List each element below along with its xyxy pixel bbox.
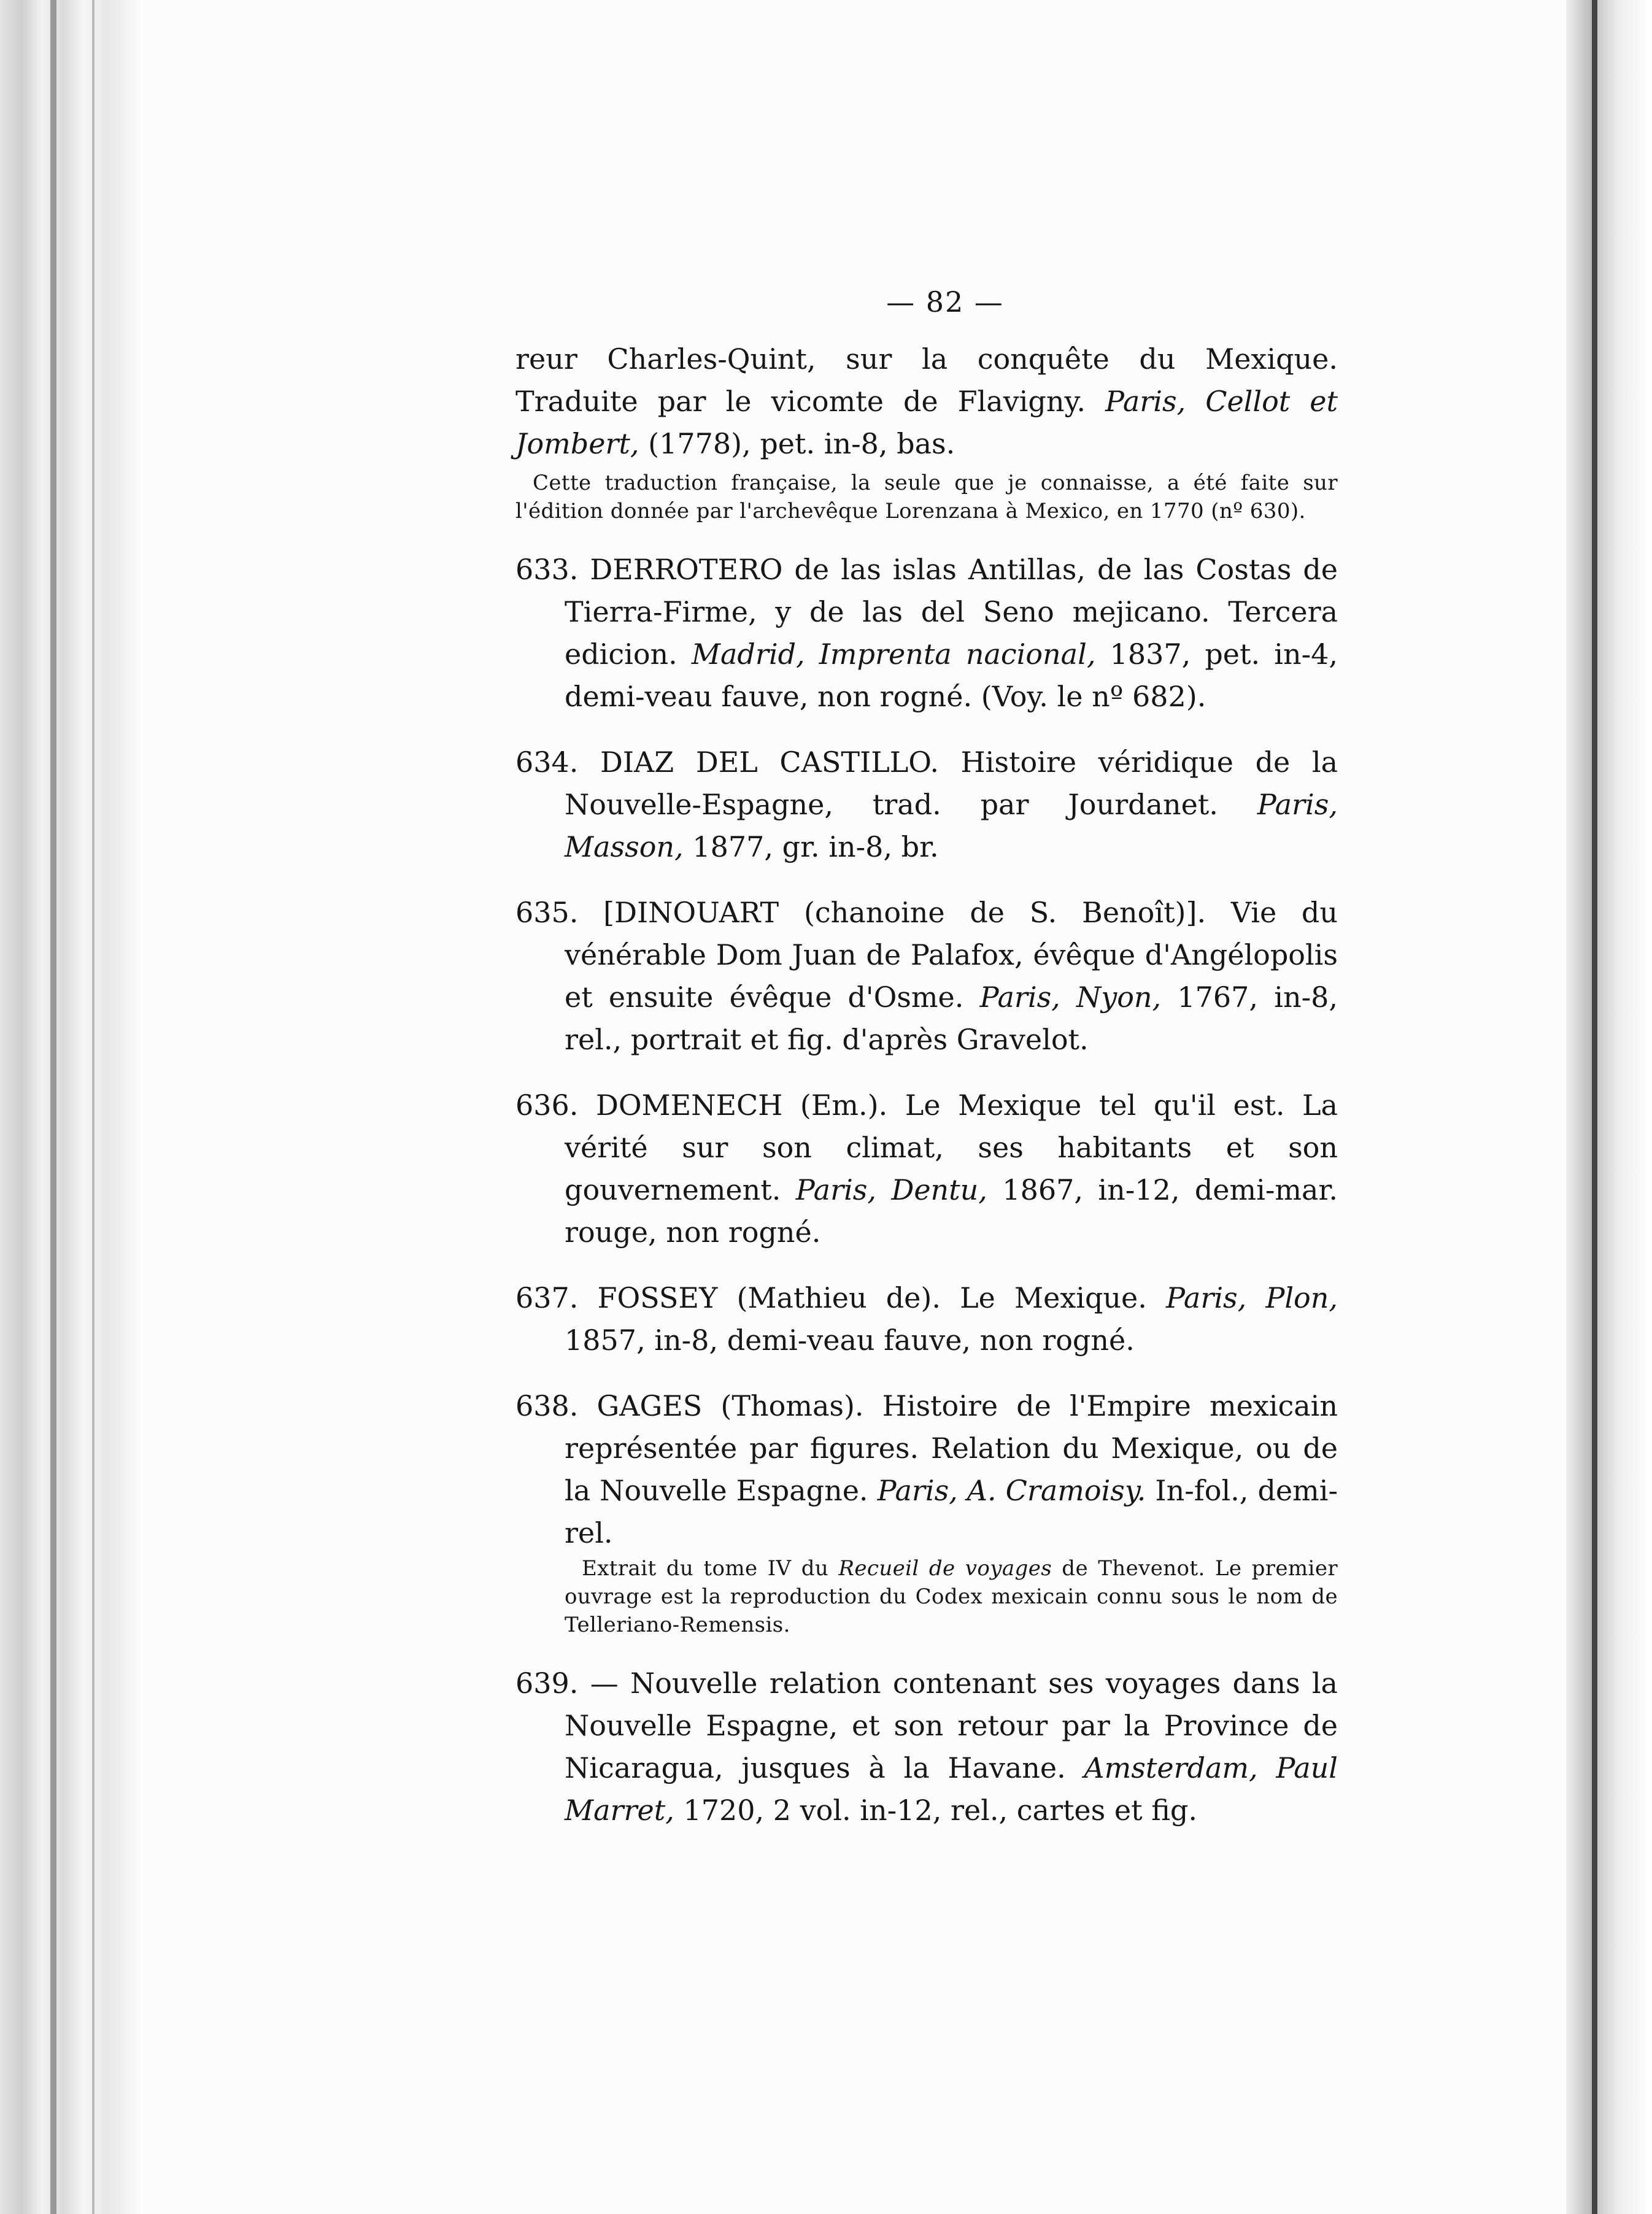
entry-body: [515, 1084, 1338, 1254]
entry-text: — Nouvelle relation contenant ses voyages dans la Nouvelle Espagne, et son retour par la Province de Nicaragua, jusques à la Havane.: [565, 1667, 1338, 1784]
entry-634: [515, 741, 1338, 868]
entry-note: Cette traduction française, la seule que je connaisse, a été faite sur l'édition donnée par l'archevêque Lorenzana à Mexico, en 1770 (nº 630).: [515, 471, 1338, 523]
entry-number: 637.: [515, 1281, 579, 1314]
entry-text: 1837, pet. in-4, demi-veau fauve, non rogné. (Voy. le nº 682).: [565, 638, 1338, 713]
entry-639: [515, 1662, 1338, 1832]
entry-imprint: Paris, Plon,: [1166, 1281, 1338, 1314]
entry-text: (1778), pet. in-8, bas.: [639, 427, 955, 460]
entry-imprint: Paris, Nyon,: [979, 981, 1162, 1014]
entry-text: DOMENECH (Em.). Le Mexique tel qu'il est. La vérité sur son climat, ses habitants et son gouvernement.: [565, 1089, 1338, 1206]
entry-body: [515, 1277, 1338, 1362]
entry-text: DIAZ DEL CASTILLO. Histoire véridique de la Nouvelle-Espagne, trad. par Jourdanet.: [565, 746, 1338, 821]
entry-text: [DINOUART (chanoine de S. Benoît)]. Vie du vénérable Dom Juan de Palafox, évêque d'Angélopolis et ensuite évêque d'Osme.: [565, 896, 1338, 1014]
continued-entry: [515, 338, 1338, 525]
note-text: de Thevenot. Le premier ouvrage est la reproduction du Codex mexicain connu sous le nom de Telleriano-Remensis.: [565, 1556, 1338, 1637]
entry-body: [515, 1385, 1338, 1554]
entry-text: GAGES (Thomas). Histoire de l'Empire mexicain représentée par figures. Relation du Mexique, ou de la Nouvelle Espagne.: [565, 1389, 1338, 1507]
entry-body: [515, 892, 1338, 1061]
book-fore-edge: [1566, 0, 1652, 2214]
book-gutter-edge: [0, 0, 141, 2214]
entry-636: [515, 1084, 1338, 1254]
note-title: Recueil de voyages: [838, 1556, 1052, 1581]
entry-number: 638.: [515, 1389, 579, 1422]
entry-imprint: Paris, A. Cramoisy.: [877, 1474, 1146, 1507]
entry-note: [515, 1554, 1338, 1639]
page-number: — 82 —: [886, 285, 1004, 318]
entry-body: [515, 741, 1338, 868]
entry-number: 639.: [515, 1667, 579, 1700]
entry-text: 1767, in-8, rel., portrait et fig. d'après Gravelot.: [565, 981, 1338, 1056]
entry-body: [515, 1662, 1338, 1832]
entry-number: 635.: [515, 896, 579, 929]
entry-number: 634.: [515, 746, 579, 779]
entry-text: 1867, in-12, demi-mar. rouge, non rogné.: [565, 1173, 1338, 1249]
entry-imprint: Amsterdam, Paul Marret,: [565, 1751, 1338, 1827]
entry-text: 1857, in-8, demi-veau fauve, non rogné.: [565, 1324, 1135, 1357]
entry-body: [515, 338, 1338, 465]
entry-text: FOSSEY (Mathieu de). Le Mexique.: [578, 1281, 1167, 1314]
entry-imprint: Paris, Masson,: [565, 788, 1338, 863]
entry-638: [515, 1385, 1338, 1639]
entry-number: 633.: [515, 553, 579, 586]
entry-imprint: Madrid, Imprenta nacional,: [691, 638, 1096, 671]
entry-text: 1877, gr. in-8, br.: [683, 830, 939, 863]
entry-number: 636.: [515, 1089, 579, 1122]
entry-text: In-fol., demi-rel.: [565, 1474, 1338, 1549]
entry-imprint: Paris, Cellot et Jombert,: [515, 385, 1338, 460]
page-content: [515, 281, 1338, 1832]
entry-body: [515, 549, 1338, 718]
entry-text: reur Charles-Quint, sur la conquête du Mexique. Traduite par le vicomte de Flavigny.: [515, 342, 1338, 418]
entry-637: [515, 1277, 1338, 1362]
entry-635: [515, 892, 1338, 1061]
entry-text: DERROTERO de las islas Antillas, de las Costas de Tierra-Firme, y de las del Seno mejicano. Tercera edicion.: [565, 553, 1338, 671]
note-text: Extrait du tome IV du: [582, 1556, 839, 1581]
entry-633: [515, 549, 1338, 718]
entry-imprint: Paris, Dentu,: [795, 1173, 987, 1206]
entry-text: 1720, 2 vol. in-12, rel., cartes et fig.: [674, 1794, 1197, 1827]
